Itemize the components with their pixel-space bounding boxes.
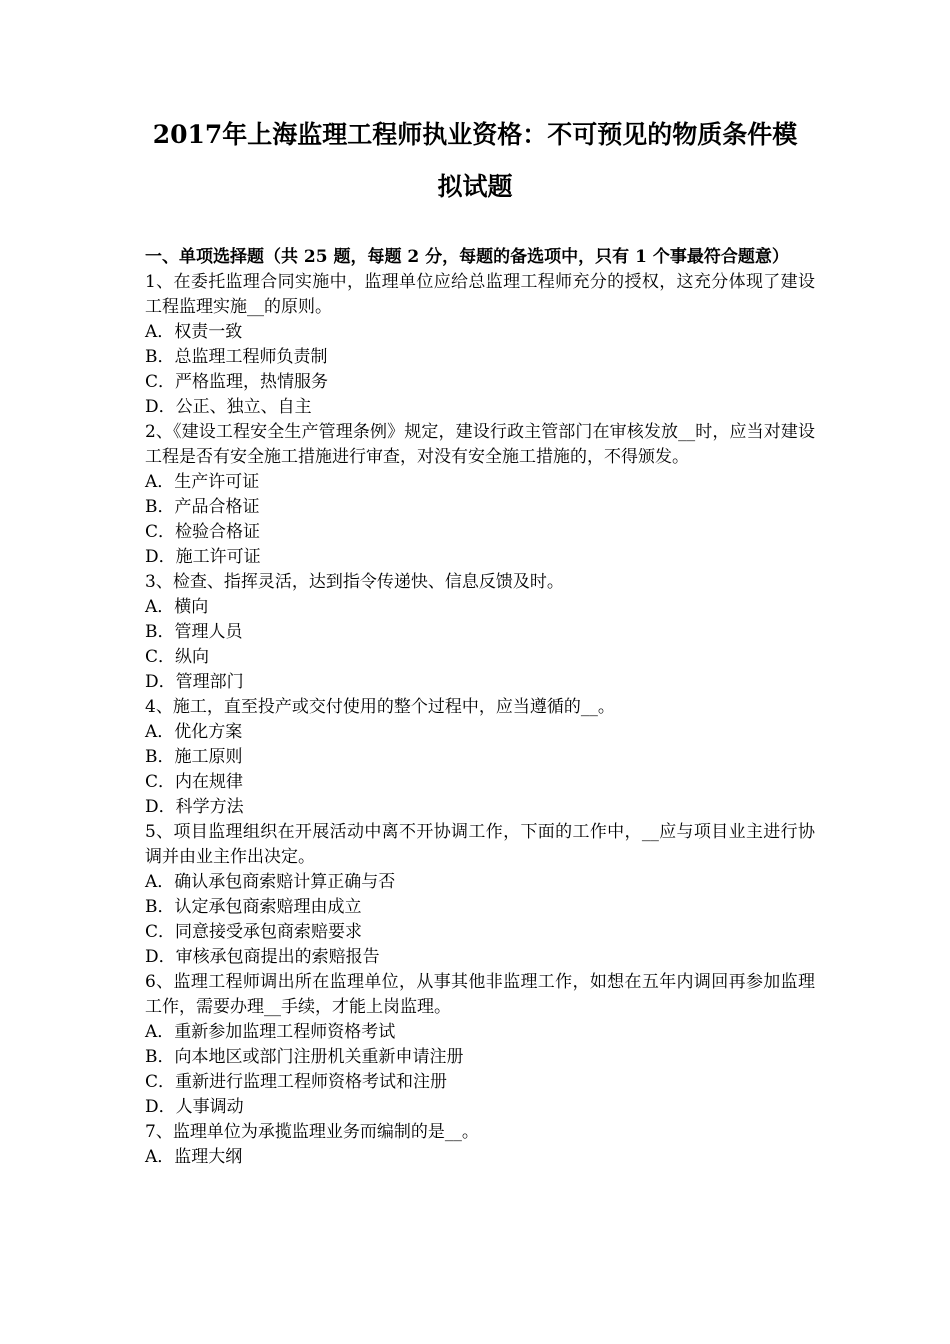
option-c: C．严格监理，热情服务 — [145, 372, 329, 392]
option-a: A．监理大纲 — [145, 1147, 243, 1167]
option-d: D．审核承包商提出的索赔报告 — [145, 947, 380, 967]
document-title-line-1: 2017年上海监理工程师执业资格：不可预见的物质条件模 — [152, 120, 798, 149]
question-5 — [145, 820, 815, 970]
option-b: B．施工原则 — [145, 747, 243, 767]
document-body — [145, 245, 815, 1170]
question-3 — [145, 570, 815, 695]
question-stem: 4、施工，直至投产或交付使用的整个过程中，应当遵循的__。 — [145, 697, 615, 717]
question-1 — [145, 270, 815, 420]
question-stem: 6、监理工程师调出所在监理单位，从事其他非监理工作，如想在五年内调回再参加监理工作，需要办理__手续，才能上岗监理。 — [145, 972, 815, 1017]
option-a: A．权责一致 — [145, 322, 243, 342]
question-stem: 2、《建设工程安全生产管理条例》规定，建设行政主管部门在审核发放__时，应当对建设工程是否有安全施工措施进行审查，对没有安全施工措施的，不得颁发。 — [145, 422, 815, 467]
option-d: D．科学方法 — [145, 797, 244, 817]
question-6 — [145, 970, 815, 1120]
document-title-line-2: 拟试题 — [437, 172, 513, 201]
option-b: B．管理人员 — [145, 622, 243, 642]
option-c: C．纵向 — [145, 647, 210, 667]
option-d: D．公正、独立、自主 — [145, 397, 312, 417]
question-stem: 3、检查、指挥灵活，达到指令传递快、信息反馈及时。 — [145, 572, 564, 592]
option-d: D．施工许可证 — [145, 547, 261, 567]
option-b: B．认定承包商索赔理由成立 — [145, 897, 362, 917]
question-7 — [145, 1120, 815, 1170]
question-stem: 7、监理单位为承揽监理业务而编制的是__。 — [145, 1122, 479, 1142]
option-a: A．重新参加监理工程师资格考试 — [145, 1022, 396, 1042]
option-c: C．检验合格证 — [145, 522, 261, 542]
option-a: A．横向 — [145, 597, 209, 617]
option-b: B．总监理工程师负责制 — [145, 347, 328, 367]
option-c: C．重新进行监理工程师资格考试和注册 — [145, 1072, 448, 1092]
question-4 — [145, 695, 815, 820]
option-a: A．确认承包商索赔计算正确与否 — [145, 872, 396, 892]
option-a: A．优化方案 — [145, 722, 243, 742]
option-b: B．向本地区或部门注册机关重新申请注册 — [145, 1047, 464, 1067]
option-b: B．产品合格证 — [145, 497, 260, 517]
option-a: A．生产许可证 — [145, 472, 260, 492]
question-2 — [145, 420, 815, 570]
question-stem: 1、在委托监理合同实施中，监理单位应给总监理工程师充分的授权，这充分体现了建设工程监理实施__的原则。 — [145, 272, 815, 317]
option-c: C．同意接受承包商索赔要求 — [145, 922, 363, 942]
question-stem: 5、项目监理组织在开展活动中离不开协调工作，下面的工作中，__应与项目业主进行协调并由业主作出决定。 — [145, 822, 815, 867]
option-c: C．内在规律 — [145, 772, 244, 792]
section-heading: 一、单项选择题（共 25 题，每题 2 分，每题的备选项中，只有 1 个事最符合题意） — [145, 247, 789, 267]
option-d: D．管理部门 — [145, 672, 244, 692]
option-d: D．人事调动 — [145, 1097, 244, 1117]
